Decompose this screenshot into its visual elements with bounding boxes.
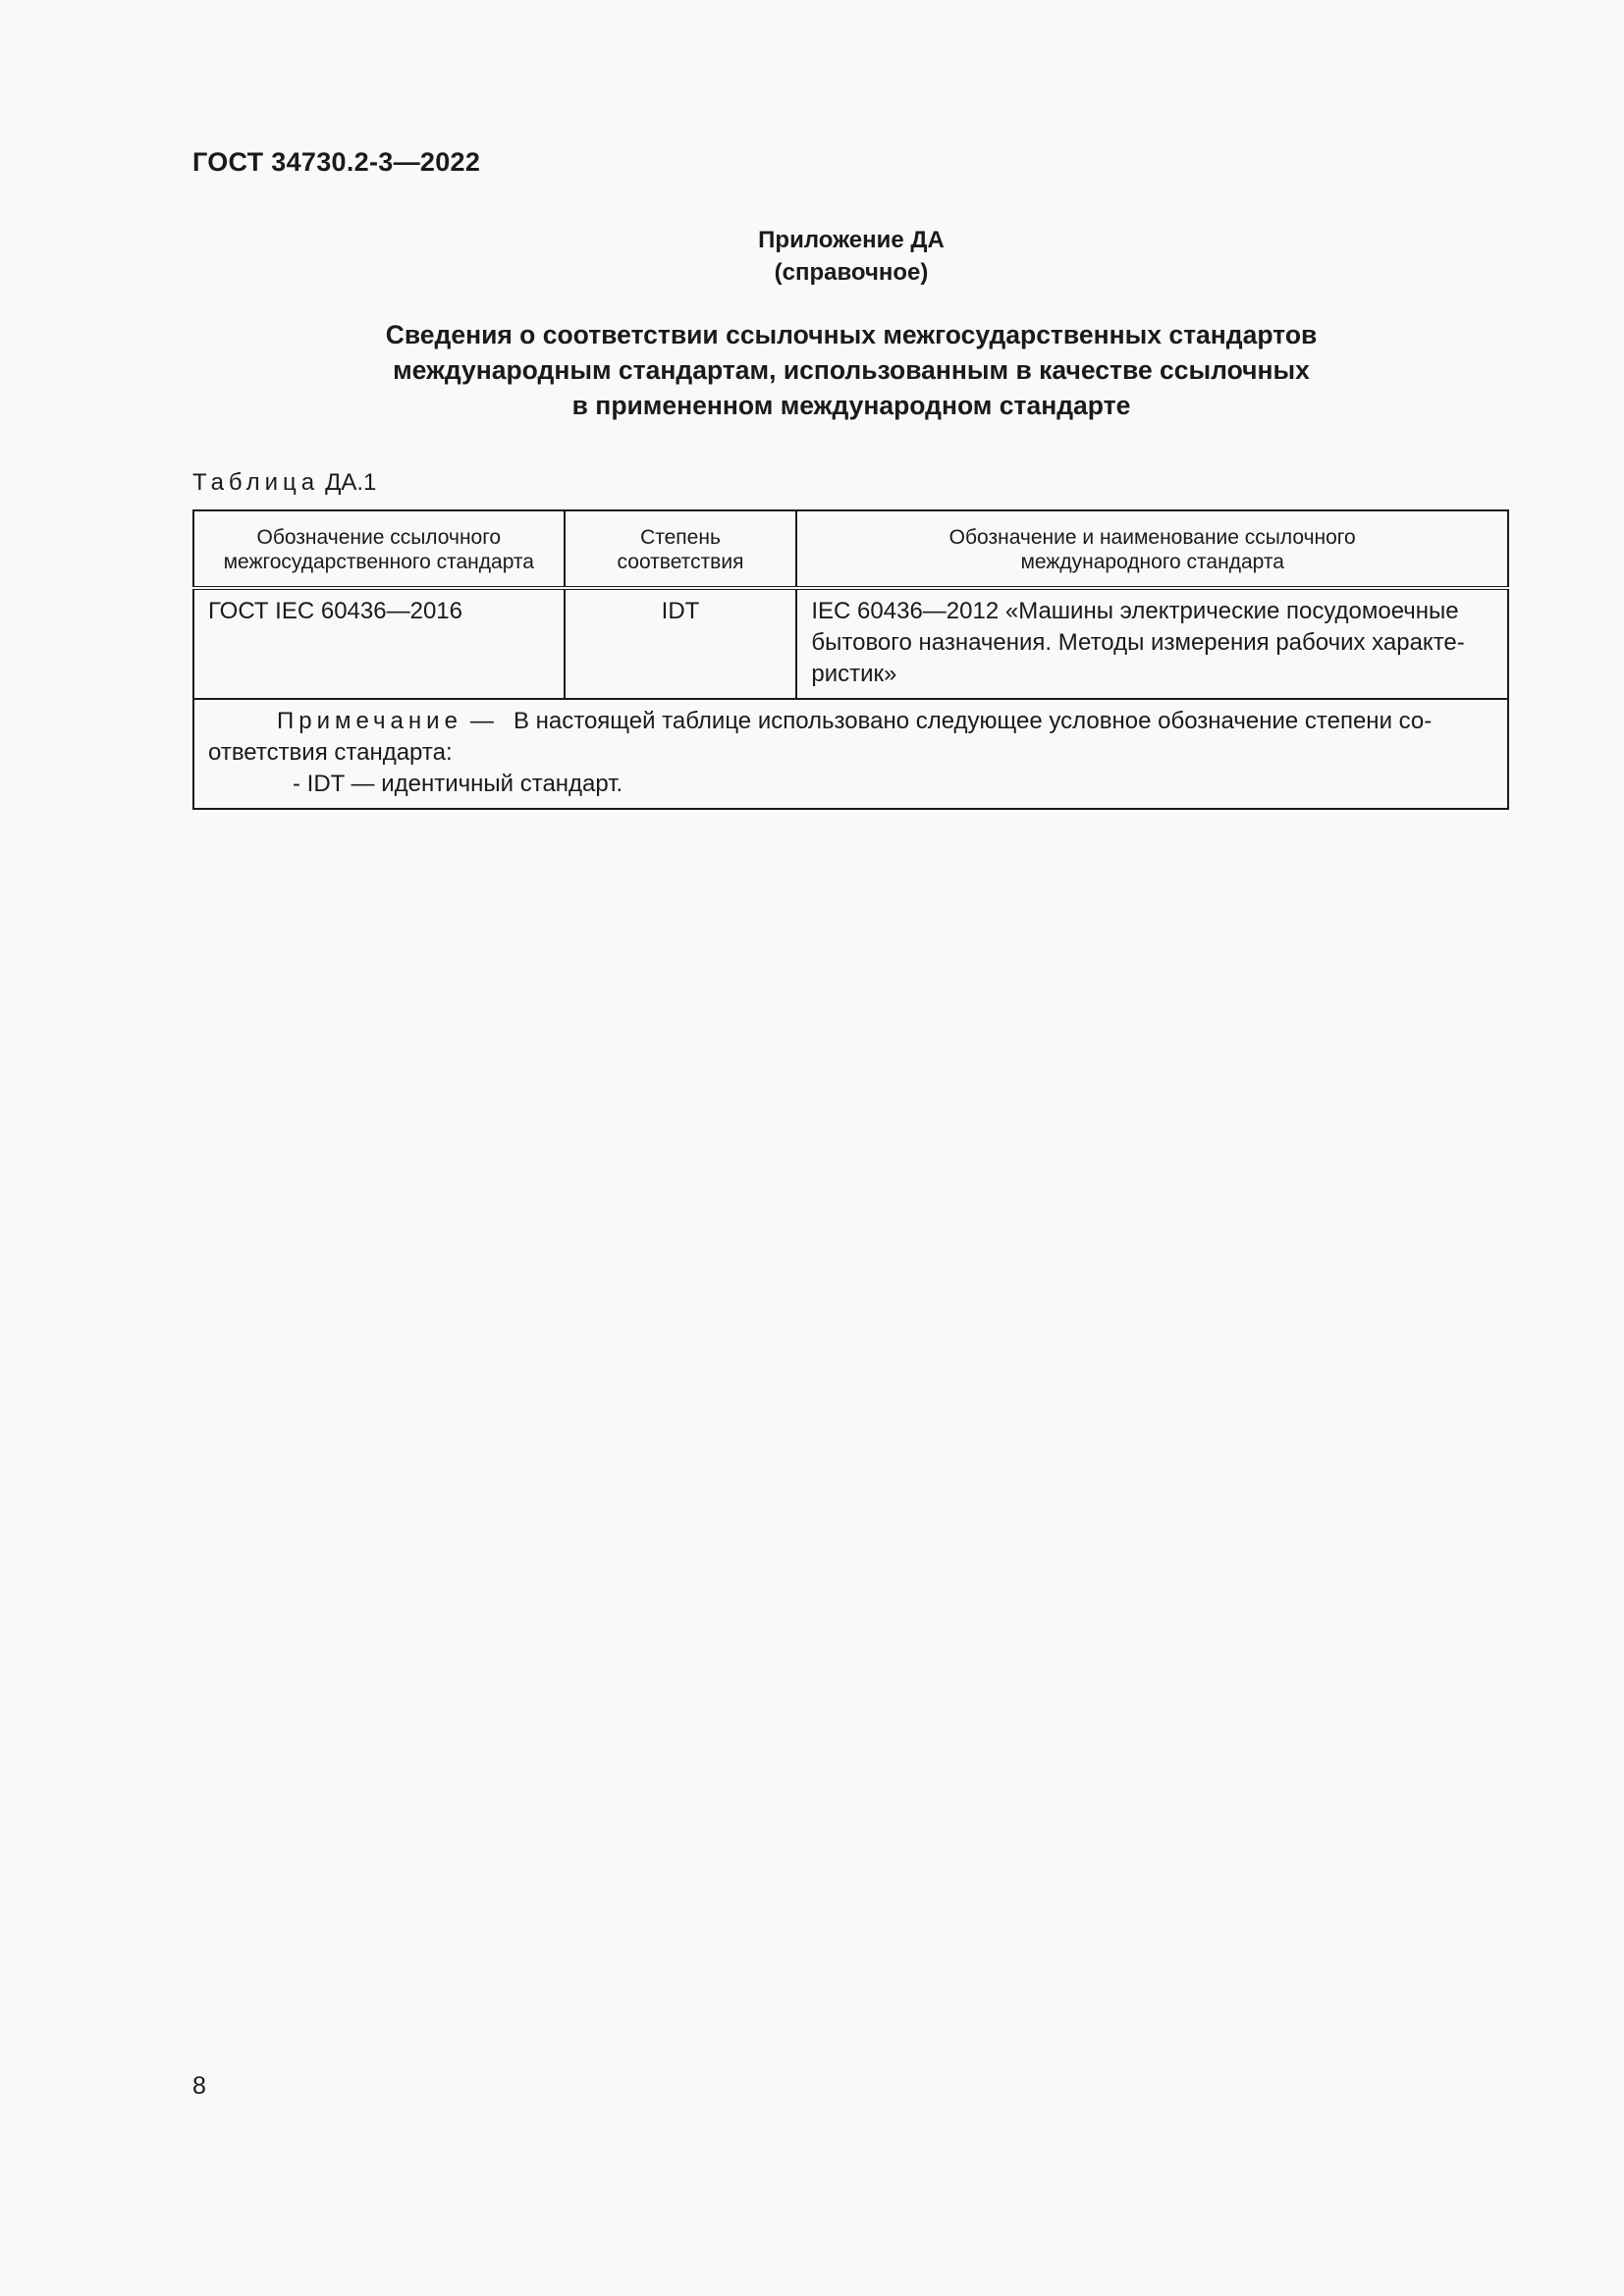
annex-title: [192, 317, 1510, 423]
header-international-standard: Обозначение и наименование ссылочного международного стандарта: [796, 510, 1508, 588]
header-degree: Степень соответствия: [565, 510, 797, 588]
annex-type: (справочное): [774, 259, 929, 286]
table-note: [193, 699, 1508, 809]
header-interstate-standard: Обозначение ссылочного межгосударственного стандарта: [193, 510, 565, 588]
annex-heading: [192, 224, 1510, 289]
document-code: ГОСТ 34730.2-3—2022: [192, 147, 481, 177]
page-number: 8: [192, 2072, 206, 2100]
note-text-cont: ответствия стандарта:: [208, 739, 453, 766]
cell-interstate-standard: ГОСТ IEC 60436—2016: [193, 588, 565, 699]
annex-title-line: международным стандартам, использованным в качестве ссылочных: [393, 355, 1310, 385]
note-dash: —: [469, 708, 494, 734]
annex-title-line: Сведения о соответствии ссылочных межгосударственных стандартов: [385, 320, 1318, 349]
table-caption-word: Таблица: [192, 469, 320, 496]
note-item: - IDT — идентичный стандарт.: [293, 771, 623, 797]
annex-label: Приложение ДА: [758, 227, 945, 253]
table-caption: [192, 469, 376, 497]
note-label: Примечание: [277, 708, 462, 734]
correspondence-table: [192, 509, 1509, 810]
table-header-row: [193, 510, 1508, 588]
table-note-row: [193, 699, 1508, 809]
cell-degree: IDT: [565, 588, 797, 699]
annex-title-line: в примененном международном стандарте: [571, 391, 1131, 420]
table-caption-number: ДА.1: [325, 469, 377, 496]
table-row: [193, 588, 1508, 699]
cell-international-standard: IEC 60436—2012 «Машины электрические посудомоечные бытового назначения. Методы измерения рабочих характе- ристик»: [796, 588, 1508, 699]
note-text: В настоящей таблице использовано следующее условное обозначение степени со-: [513, 708, 1433, 734]
